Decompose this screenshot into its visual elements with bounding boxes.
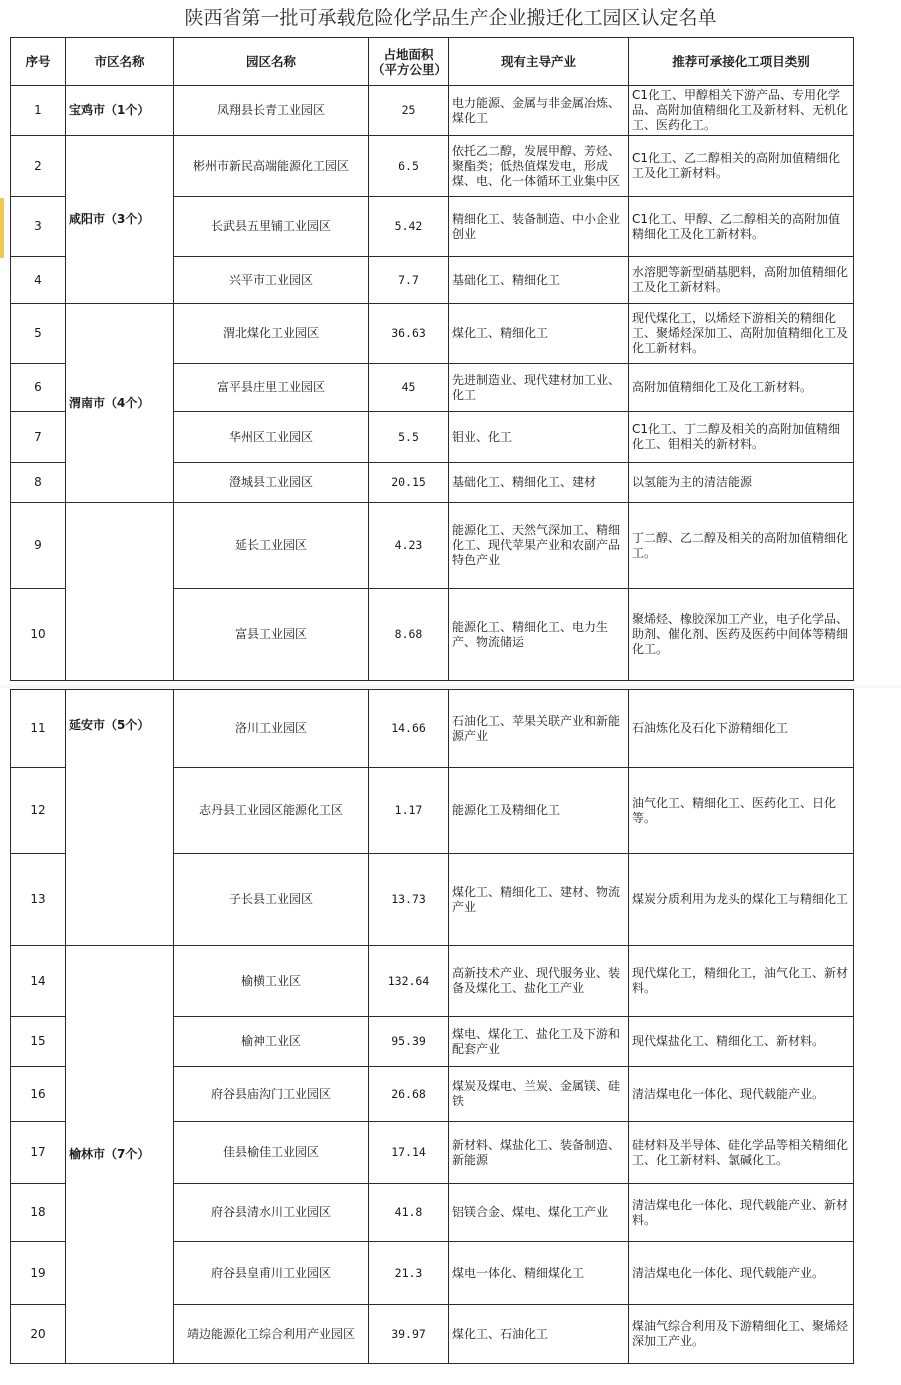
table-row xyxy=(11,690,854,768)
cell-park: 府谷县庙沟门工业园区 xyxy=(174,1067,369,1122)
cell-industry: 基础化工、精细化工 xyxy=(449,257,629,304)
cell-city-empty xyxy=(66,503,174,681)
cell-park: 长武县五里铺工业园区 xyxy=(174,197,369,257)
cell-industry: 能源化工及精细化工 xyxy=(449,768,629,854)
cell-area: 41.8 xyxy=(369,1184,449,1242)
cell-park: 凤翔县长青工业园区 xyxy=(174,86,369,136)
cell-industry: 煤电一体化、精细煤化工 xyxy=(449,1242,629,1305)
cell-park: 澄城县工业园区 xyxy=(174,463,369,503)
cell-no: 8 xyxy=(11,463,66,503)
header-no: 序号 xyxy=(11,38,66,86)
cell-recommend: 聚烯烃、橡胶深加工产业，电子化学品、助剂、催化剂、医药及医药中间体等精细化工。 xyxy=(629,589,854,681)
cell-area: 6.5 xyxy=(369,136,449,197)
cell-area: 7.7 xyxy=(369,257,449,304)
cell-recommend: 现代煤化工，精细化工，油气化工、新材料。 xyxy=(629,946,854,1017)
cell-recommend: 石油炼化及石化下游精细化工 xyxy=(629,690,854,768)
cell-park: 渭北煤化工业园区 xyxy=(174,304,369,364)
cell-no: 19 xyxy=(11,1242,66,1305)
cell-park: 彬州市新民高端能源化工园区 xyxy=(174,136,369,197)
cell-industry: 煤炭及煤电、兰炭、金属镁、硅铁 xyxy=(449,1067,629,1122)
cell-park: 华州区工业园区 xyxy=(174,412,369,463)
cell-area: 5.5 xyxy=(369,412,449,463)
cell-no: 16 xyxy=(11,1067,66,1122)
cell-area: 4.23 xyxy=(369,503,449,589)
cell-recommend: 丁二醇、乙二醇及相关的高附加值精细化工。 xyxy=(629,503,854,589)
cell-park: 兴平市工业园区 xyxy=(174,257,369,304)
cell-no: 11 xyxy=(11,690,66,768)
cell-industry: 钼业、化工 xyxy=(449,412,629,463)
cell-industry: 煤化工、石油化工 xyxy=(449,1305,629,1364)
cell-park: 富县工业园区 xyxy=(174,589,369,681)
cell-area: 1.17 xyxy=(369,768,449,854)
cell-area: 39.97 xyxy=(369,1305,449,1364)
cell-no: 4 xyxy=(11,257,66,304)
cell-no: 5 xyxy=(11,304,66,364)
cell-no: 15 xyxy=(11,1017,66,1067)
cell-no: 1 xyxy=(11,86,66,136)
cell-area: 21.3 xyxy=(369,1242,449,1305)
cell-industry: 能源化工、天然气深加工、精细化工、现代苹果产业和农副产品特色产业 xyxy=(449,503,629,589)
cell-industry: 煤电、煤化工、盐化工及下游和配套产业 xyxy=(449,1017,629,1067)
cell-area: 36.63 xyxy=(369,304,449,364)
park-table-upper xyxy=(10,37,854,681)
cell-no: 12 xyxy=(11,768,66,854)
cell-recommend: 高附加值精细化工及化工新材料。 xyxy=(629,364,854,412)
cell-city: 咸阳市（3个） xyxy=(66,136,174,304)
cell-industry: 煤化工、精细化工 xyxy=(449,304,629,364)
cell-recommend: C1化工、丁二醇及相关的高附加值精细化工、钼相关的新材料。 xyxy=(629,412,854,463)
cell-park: 志丹县工业园区能源化工区 xyxy=(174,768,369,854)
cell-area: 25 xyxy=(369,86,449,136)
cell-recommend: 清洁煤电化一体化、现代载能产业。 xyxy=(629,1242,854,1305)
cell-area: 20.15 xyxy=(369,463,449,503)
cell-no: 17 xyxy=(11,1122,66,1184)
cell-industry: 精细化工、装备制造、中小企业创业 xyxy=(449,197,629,257)
cell-industry: 煤化工、精细化工、建材、物流产业 xyxy=(449,854,629,946)
cell-recommend: 油气化工、精细化工、医药化工、日化等。 xyxy=(629,768,854,854)
cell-area: 132.64 xyxy=(369,946,449,1017)
cell-area: 14.66 xyxy=(369,690,449,768)
document-title: 陕西省第一批可承载危险化学品生产企业搬迁化工园区认定名单 xyxy=(184,7,717,29)
cell-recommend: 现代煤化工，以烯烃下游相关的精细化工、聚烯烃深加工、高附加值精细化工及化工新材料。 xyxy=(629,304,854,364)
cell-industry: 电力能源、金属与非金属冶炼、煤化工 xyxy=(449,86,629,136)
cell-industry: 能源化工、精细化工、电力生产、物流储运 xyxy=(449,589,629,681)
cell-industry: 铝镁合金、煤电、煤化工产业 xyxy=(449,1184,629,1242)
cell-industry: 石油化工、苹果关联产业和新能源产业 xyxy=(449,690,629,768)
cell-no: 10 xyxy=(11,589,66,681)
cell-recommend: C1化工、甲醇相关下游产品、专用化学品、高附加值精细化工及新材料、无机化工、医药化工。 xyxy=(629,86,854,136)
cell-park: 富平县庄里工业园区 xyxy=(174,364,369,412)
cell-industry: 基础化工、精细化工、建材 xyxy=(449,463,629,503)
cell-area: 45 xyxy=(369,364,449,412)
cell-recommend: 水溶肥等新型硝基肥料，高附加值精细化工及化工新材料。 xyxy=(629,257,854,304)
cell-no: 3 xyxy=(11,197,66,257)
row-selection-marker xyxy=(0,198,4,258)
cell-area: 26.68 xyxy=(369,1067,449,1122)
cell-no: 7 xyxy=(11,412,66,463)
header-park: 园区名称 xyxy=(174,38,369,86)
cell-recommend: 清洁煤电化一体化、现代载能产业。 xyxy=(629,1067,854,1122)
cell-recommend: 煤油气综合利用及下游精细化工、聚烯烃深加工产业。 xyxy=(629,1305,854,1364)
header-recommend: 推荐可承接化工项目类别 xyxy=(629,38,854,86)
cell-industry: 依托乙二醇，发展甲醇、芳烃、聚酯类；低热值煤发电，形成煤、电、化一体循环工业集中区 xyxy=(449,136,629,197)
table-row xyxy=(11,503,854,589)
cell-recommend: C1化工、乙二醇相关的高附加值精细化工及化工新材料。 xyxy=(629,136,854,197)
cell-no: 13 xyxy=(11,854,66,946)
cell-area: 8.68 xyxy=(369,589,449,681)
cell-recommend: 煤炭分质利用为龙头的煤化工与精细化工 xyxy=(629,854,854,946)
cell-no: 20 xyxy=(11,1305,66,1364)
table-row xyxy=(11,946,854,1017)
cell-recommend: 以氢能为主的清洁能源 xyxy=(629,463,854,503)
header-city: 市区名称 xyxy=(66,38,174,86)
cell-industry: 新材料、煤盐化工、装备制造、新能源 xyxy=(449,1122,629,1184)
cell-city: 渭南市（4个） xyxy=(66,304,174,503)
header-area: 占地面积（平方公里） xyxy=(369,38,449,86)
cell-area: 17.14 xyxy=(369,1122,449,1184)
cell-area: 95.39 xyxy=(369,1017,449,1067)
cell-recommend: 现代煤盐化工、精细化工、新材料。 xyxy=(629,1017,854,1067)
cell-no: 6 xyxy=(11,364,66,412)
cell-industry: 高新技术产业、现代服务业、装备及煤化工、盐化工产业 xyxy=(449,946,629,1017)
cell-city: 延安市（5个） xyxy=(66,690,174,946)
cell-no: 14 xyxy=(11,946,66,1017)
table-row xyxy=(11,86,854,136)
cell-no: 9 xyxy=(11,503,66,589)
cell-park: 洛川工业园区 xyxy=(174,690,369,768)
cell-city: 榆林市（7个） xyxy=(66,946,174,1364)
table-row xyxy=(11,304,854,364)
cell-park: 榆横工业区 xyxy=(174,946,369,1017)
cell-recommend: 清洁煤电化一体化、现代载能产业、新材料。 xyxy=(629,1184,854,1242)
park-table-lower xyxy=(10,689,854,1364)
cell-park: 子长县工业园区 xyxy=(174,854,369,946)
cell-recommend: C1化工、甲醇、乙二醇相关的高附加值精细化工及化工新材料。 xyxy=(629,197,854,257)
cell-industry: 先进制造业、现代建材加工业、化工 xyxy=(449,364,629,412)
cell-recommend: 硅材料及半导体、硅化学品等相关精细化工、化工新材料、氯碱化工。 xyxy=(629,1122,854,1184)
cell-park: 榆神工业区 xyxy=(174,1017,369,1067)
cell-no: 18 xyxy=(11,1184,66,1242)
cell-park: 府谷县清水川工业园区 xyxy=(174,1184,369,1242)
header-row xyxy=(11,38,854,86)
cell-no: 2 xyxy=(11,136,66,197)
cell-area: 13.73 xyxy=(369,854,449,946)
cell-park: 府谷县皇甫川工业园区 xyxy=(174,1242,369,1305)
cell-park: 延长工业园区 xyxy=(174,503,369,589)
table-row xyxy=(11,136,854,197)
cell-city: 宝鸡市（1个） xyxy=(66,86,174,136)
cell-park: 靖边能源化工综合利用产业园区 xyxy=(174,1305,369,1364)
cell-park: 佳县榆佳工业园区 xyxy=(174,1122,369,1184)
cell-area: 5.42 xyxy=(369,197,449,257)
header-industry: 现有主导产业 xyxy=(449,38,629,86)
